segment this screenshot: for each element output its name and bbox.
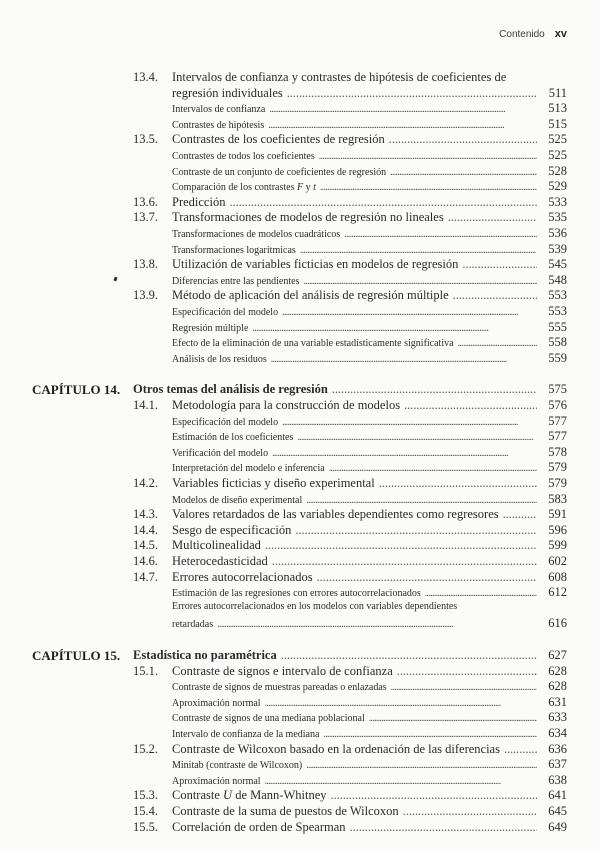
entry-title: Verificación del modelo <box>172 447 269 459</box>
dot-leader <box>320 182 537 193</box>
entry-page-number: 529 <box>548 179 567 194</box>
entry-line <box>172 695 567 710</box>
entry-title: Estadística no paramétrica <box>133 648 277 662</box>
dot-leader <box>448 210 537 225</box>
entry-title: Errores autocorrelacionados <box>172 569 313 584</box>
entry-page-number: 513 <box>548 101 567 116</box>
entry-title: Sesgo de especificación <box>172 522 292 537</box>
entry-page-number: 602 <box>548 554 567 568</box>
entry-line <box>172 726 567 741</box>
dot-leader <box>265 776 537 787</box>
chapter-label: CAPÍTULO 15. <box>32 648 121 663</box>
entry-title: Metodología para la construcción de modelos <box>172 398 401 412</box>
toc-subsection-entry[interactable] <box>0 616 600 632</box>
entry-title: Regresión múltiple <box>172 322 249 334</box>
entry-line <box>172 429 567 444</box>
toc-section-entry[interactable] <box>0 86 600 102</box>
toc-section-entry[interactable] <box>0 742 600 758</box>
entry-title: Otros temas del análisis de regresión <box>133 382 328 397</box>
entry-page-number: 536 <box>548 226 567 240</box>
dot-leader <box>462 257 537 272</box>
entry-page-number: 548 <box>548 272 567 287</box>
toc-section-entry[interactable] <box>0 195 600 211</box>
entry-page-number: 558 <box>548 335 567 350</box>
entry-line <box>133 648 567 663</box>
dot-leader <box>379 476 537 491</box>
dot-leader <box>272 448 537 459</box>
entry-page-number: 577 <box>548 429 567 444</box>
dot-leader <box>268 120 537 131</box>
toc-subsection-entry[interactable] <box>0 414 600 430</box>
entry-page-number: 539 <box>548 241 567 256</box>
toc-section-entry[interactable] <box>0 554 600 570</box>
dot-leader <box>329 463 537 474</box>
toc-subsection-entry[interactable] <box>0 726 600 742</box>
toc-section-entry[interactable] <box>0 476 600 492</box>
entry-page-number: 633 <box>548 710 567 725</box>
entry-line <box>172 164 567 179</box>
entry-page-number: 599 <box>548 538 567 553</box>
entry-title: Efecto de la eliminación de una variable estadísticamente significativa <box>172 338 454 350</box>
entry-line <box>172 304 567 319</box>
dot-leader <box>389 132 537 147</box>
dot-leader <box>391 682 537 693</box>
toc-section-entry[interactable] <box>0 210 600 226</box>
folio-page-number: xv <box>554 28 567 40</box>
entry-page-number: 579 <box>548 476 567 490</box>
entry-title: Comparación de los contrastes F y t <box>172 182 316 194</box>
entry-line <box>172 601 567 612</box>
entry-line <box>172 523 567 538</box>
entry-page-number: 641 <box>548 788 567 803</box>
entry-line <box>172 616 567 631</box>
dot-leader <box>265 698 537 709</box>
entry-page-number: 533 <box>548 194 567 209</box>
entry-line <box>172 820 567 835</box>
section-number: 14.7. <box>133 569 158 584</box>
section-number: 14.2. <box>133 476 158 490</box>
entry-line <box>172 117 567 132</box>
entry-page-number: 645 <box>548 804 567 818</box>
section-number: 14.4. <box>133 522 158 537</box>
entry-page-number: 525 <box>548 132 567 147</box>
entry-title: Especificación del modelo <box>172 416 279 428</box>
entry-title: Contraste de signos e intervalo de confianza <box>172 663 393 678</box>
entry-title: Valores retardados de las variables dependientes como regresores <box>172 507 499 522</box>
entry-title: Contrastes de todos los coeficientes <box>172 151 315 162</box>
toc-subsection-entry[interactable] <box>0 445 600 461</box>
entry-page-number: 638 <box>548 772 567 787</box>
dot-leader <box>319 151 537 162</box>
entry-title: retardadas <box>172 619 214 631</box>
toc-subsection-entry[interactable] <box>0 164 600 180</box>
entry-title: Contraste de signos de una mediana poblacional <box>172 713 365 725</box>
entry-page-number: 553 <box>548 288 567 303</box>
entry-title: Interpretación del modelo e inferencia <box>172 463 325 475</box>
section-number: 15.1. <box>133 663 158 678</box>
entry-page-number: 528 <box>548 163 567 178</box>
entry-line <box>172 320 567 335</box>
entry-line <box>172 773 567 788</box>
entry-line <box>172 257 567 272</box>
dot-leader <box>252 323 537 334</box>
toc-chapter-entry[interactable] <box>0 382 600 398</box>
dot-leader <box>404 398 537 413</box>
entry-title: Heterocedasticidad <box>172 554 268 568</box>
dot-leader <box>295 523 537 538</box>
dot-leader <box>425 588 537 599</box>
toc-subsection-entry[interactable] <box>0 492 600 508</box>
entry-line <box>172 554 567 569</box>
toc-section-entry[interactable] <box>0 570 600 586</box>
entry-title: Contraste de la suma de puestos de Wilcoxon <box>172 804 399 818</box>
entry-title: Predicción <box>172 194 226 209</box>
toc-subsection-entry[interactable] <box>0 585 600 601</box>
entry-line <box>172 570 567 585</box>
toc-subsection-entry[interactable] <box>0 273 600 289</box>
entry-line <box>172 86 567 101</box>
entry-title: Transformaciones logarítmicas <box>172 244 296 256</box>
toc-section-entry[interactable] <box>0 507 600 523</box>
toc-subsection-entry[interactable] <box>0 335 600 351</box>
entry-title: Correlación de orden de Spearman <box>172 819 346 834</box>
entry-title: Utilización de variables ficticias en modelos de regresión <box>172 257 459 272</box>
toc-subsection-entry[interactable] <box>0 320 600 336</box>
running-header <box>499 28 567 40</box>
dot-leader <box>217 619 537 630</box>
dot-leader <box>403 804 537 819</box>
dot-leader <box>281 648 537 663</box>
entry-line <box>172 273 567 288</box>
dot-leader <box>332 382 537 397</box>
entry-line <box>172 70 567 85</box>
toc-subsection-entry[interactable] <box>0 117 600 133</box>
entry-line <box>172 132 567 147</box>
toc-chapter-entry[interactable] <box>0 648 600 664</box>
entry-line <box>172 351 567 366</box>
toc-subsection-entry[interactable] <box>0 757 600 773</box>
entry-title: Contraste U de Mann-Whitney <box>172 788 327 803</box>
dot-leader <box>297 432 537 443</box>
toc-subsection-entry[interactable] <box>0 601 600 617</box>
entry-page-number: 628 <box>548 663 567 678</box>
entry-line <box>172 538 567 553</box>
chapter-label: CAPÍTULO 14. <box>32 382 121 398</box>
section-number: 15.4. <box>133 804 158 818</box>
section-number: 15.5. <box>133 819 158 834</box>
entry-line <box>172 585 567 600</box>
entry-line <box>172 507 567 522</box>
entry-page-number: 637 <box>548 757 567 772</box>
entry-title: Contraste de un conjunto de coeficientes de regresión <box>172 166 387 178</box>
section-number: 15.2. <box>133 741 158 756</box>
entry-title: regresión individuales <box>172 85 283 100</box>
entry-line <box>172 414 567 429</box>
toc-section-entry[interactable] <box>0 257 600 273</box>
entry-line <box>172 148 567 163</box>
toc-subsection-entry[interactable] <box>0 242 600 258</box>
entry-page-number: 578 <box>548 444 567 459</box>
entry-page-number: 634 <box>548 726 567 740</box>
toc-subsection-entry[interactable] <box>0 101 600 117</box>
dot-leader <box>350 820 537 835</box>
toc-subsection-entry[interactable] <box>0 226 600 242</box>
dot-leader <box>272 554 537 569</box>
toc-subsection-entry[interactable] <box>0 773 600 789</box>
section-number: 14.5. <box>133 538 158 553</box>
entry-line <box>172 226 567 241</box>
entry-title: Errores autocorrelacionados en los modelos con variables dependientes <box>172 600 458 612</box>
entry-title: Variables ficticias y diseño experimental <box>172 476 375 490</box>
entry-title: Estimación de los coeficientes <box>172 432 294 444</box>
entry-title: Contrastes de los coeficientes de regresión <box>172 132 385 147</box>
entry-page-number: 627 <box>548 648 567 662</box>
entry-page-number: 628 <box>548 679 567 694</box>
dot-leader <box>331 788 538 803</box>
dot-leader <box>390 167 537 178</box>
entry-line <box>172 742 567 757</box>
dot-leader <box>323 729 537 740</box>
entry-line <box>172 492 567 507</box>
entry-title: Intervalos de confianza y contrastes de hipótesis de coeficientes de <box>172 70 507 84</box>
dot-leader <box>282 417 537 428</box>
entry-title: Contraste de Wilcoxon basado en la ordenación de las diferencias <box>172 741 500 756</box>
toc-section-entry[interactable] <box>0 398 600 414</box>
entry-page-number: 616 <box>548 616 567 631</box>
section-number: 15.3. <box>133 788 158 803</box>
entry-title: Contraste de signos de muestras pareadas o enlazadas <box>172 682 387 694</box>
entry-title: Minitab (contraste de Wilcoxon) <box>172 760 303 772</box>
entry-page-number: 535 <box>548 210 567 225</box>
entry-page-number: 631 <box>548 694 567 709</box>
entry-title: Transformaciones de modelos de regresión no lineales <box>172 210 444 225</box>
entry-line <box>172 242 567 257</box>
entry-title: Método de aplicación del análisis de regresión múltiple <box>172 288 449 303</box>
section-number: 14.6. <box>133 554 158 568</box>
entry-title: Aproximación normal <box>172 697 261 709</box>
dot-leader <box>369 713 537 724</box>
entry-page-number: 583 <box>548 491 567 506</box>
dot-leader <box>397 664 537 679</box>
entry-page-number: 575 <box>548 382 567 397</box>
entry-title: Multicolinealidad <box>172 538 261 553</box>
entry-title: Intervalos de confianza <box>172 104 266 116</box>
section-number: 13.6. <box>133 194 158 209</box>
entry-line <box>172 210 567 225</box>
entry-page-number: 511 <box>548 85 567 100</box>
entry-page-number: 596 <box>548 522 567 537</box>
entry-page-number: 608 <box>548 569 567 584</box>
entry-page-number: 555 <box>548 319 567 334</box>
section-number: 14.3. <box>133 507 158 522</box>
dot-leader <box>265 538 537 553</box>
entry-line <box>172 460 567 475</box>
dot-leader <box>303 276 537 287</box>
entry-line <box>172 288 567 303</box>
entry-title: Intervalo de confianza de la mediana <box>172 729 320 740</box>
entry-title: Modelos de diseño experimental <box>172 494 303 506</box>
entry-line <box>172 398 567 413</box>
entry-line <box>172 335 567 350</box>
dot-leader <box>306 495 537 506</box>
dot-leader <box>287 86 537 101</box>
entry-page-number: 515 <box>548 116 567 131</box>
entry-line <box>172 476 567 491</box>
toc-subsection-entry[interactable] <box>0 304 600 320</box>
toc-section-entry[interactable] <box>0 70 600 86</box>
dot-leader <box>458 338 537 349</box>
section-number: 14.1. <box>133 398 158 412</box>
entry-page-number: 579 <box>548 460 567 475</box>
toc-section-entry[interactable] <box>0 788 600 804</box>
toc-section-entry[interactable] <box>0 664 600 680</box>
entry-title: Transformaciones de modelos cuadráticos <box>172 229 341 240</box>
entry-title: Aproximación normal <box>172 775 261 787</box>
entry-page-number: 553 <box>548 304 567 318</box>
dot-leader <box>229 195 537 210</box>
toc-section-entry[interactable] <box>0 804 600 820</box>
dot-leader <box>300 245 537 256</box>
entry-line <box>172 664 567 679</box>
dot-leader <box>503 507 537 522</box>
entry-title: Especificación del modelo <box>172 307 279 318</box>
toc-section-entry[interactable] <box>0 820 600 836</box>
entry-title: Estimación de las regresiones con errores autocorrelacionados <box>172 588 421 600</box>
section-number: 13.9. <box>133 288 158 303</box>
section-number: 13.4. <box>133 70 158 84</box>
entry-line <box>172 195 567 210</box>
entry-line <box>172 710 567 725</box>
entry-line <box>172 101 567 116</box>
dot-leader <box>269 104 537 115</box>
toc-section-entry[interactable] <box>0 523 600 539</box>
entry-line <box>172 679 567 694</box>
toc-section-entry[interactable] <box>0 132 600 148</box>
entry-page-number: 525 <box>548 148 567 162</box>
dot-leader <box>306 760 537 771</box>
entry-page-number: 612 <box>548 585 567 600</box>
entry-page-number: 577 <box>548 413 567 428</box>
entry-page-number: 649 <box>548 819 567 834</box>
dot-leader <box>344 229 537 240</box>
toc-subsection-entry[interactable] <box>0 679 600 695</box>
entry-line <box>172 757 567 772</box>
entry-title: Diferencias entre las pendientes <box>172 275 300 287</box>
toc-subsection-entry[interactable] <box>0 710 600 726</box>
entry-page-number: 591 <box>548 507 567 522</box>
section-number: 13.7. <box>133 210 158 225</box>
toc-subsection-entry[interactable] <box>0 179 600 195</box>
entry-title: Contrastes de hipótesis <box>172 119 265 131</box>
toc-subsection-entry[interactable] <box>0 351 600 367</box>
dot-leader <box>282 307 537 318</box>
toc-section-entry[interactable] <box>0 288 600 304</box>
section-number: 13.8. <box>133 257 158 272</box>
entry-page-number: 576 <box>548 398 567 412</box>
section-number: 13.5. <box>133 132 158 147</box>
toc-subsection-entry[interactable] <box>0 695 600 711</box>
toc-subsection-entry[interactable] <box>0 429 600 445</box>
dot-leader <box>271 354 537 365</box>
dot-leader <box>504 742 537 757</box>
entry-page-number: 559 <box>548 350 567 365</box>
running-header-label: Contenido <box>499 29 545 40</box>
entry-page-number: 636 <box>548 741 567 756</box>
entry-line <box>172 788 567 803</box>
entry-line <box>172 445 567 460</box>
entry-line <box>172 179 567 194</box>
toc-subsection-entry[interactable] <box>0 148 600 164</box>
dot-leader <box>453 288 537 303</box>
entry-line <box>133 382 567 397</box>
entry-line <box>172 804 567 819</box>
toc-section-entry[interactable] <box>0 538 600 554</box>
dot-leader <box>317 570 537 585</box>
entry-page-number: 545 <box>548 257 567 272</box>
entry-title: Análisis de los residuos <box>172 353 267 365</box>
toc-subsection-entry[interactable] <box>0 460 600 476</box>
